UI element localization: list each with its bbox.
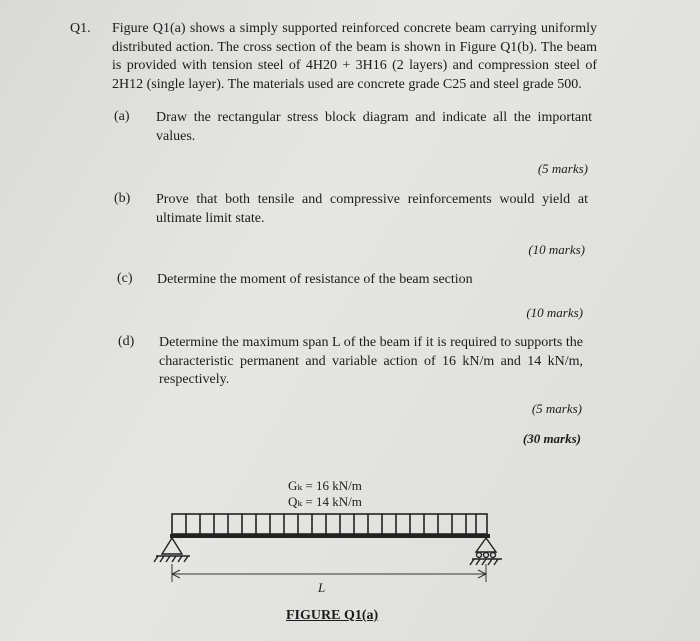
part-c-text: Determine the moment of resistance of the beam section — [157, 272, 473, 287]
total-marks: (30 marks) — [522, 431, 581, 446]
beam — [170, 534, 490, 538]
udl-load-blocks — [172, 514, 487, 534]
part-d-label: (d) — [118, 334, 135, 349]
pin-support-left — [154, 538, 190, 562]
part-b-marks: (10 marks) — [528, 242, 585, 257]
part-a-text: Draw the rectangular stress block diagram and indicate all the important values. — [156, 110, 592, 144]
roller-support-right — [470, 538, 502, 565]
part-d-marks: (5 marks) — [531, 401, 582, 416]
gk-load-label: Gₖ = 16 kN/m — [288, 478, 362, 493]
part-b-text: Prove that both tensile and compressive reinforcements would yield at ultimate limit state. — [156, 192, 588, 226]
part-a-label: (a) — [114, 109, 130, 124]
part-d-text: Determine the maximum span L of the beam if it is required to supports the characteristic permanent and variable action of 16 kN/m and 14 kN/m, respectively. — [159, 335, 583, 387]
part-a-marks: (5 marks) — [537, 161, 588, 176]
span-dimension-line — [172, 564, 486, 582]
question-number: Q1. — [70, 21, 91, 36]
question-intro: Figure Q1(a) shows a simply supported reinforced concrete beam carrying uniformly distributed action. The cross section of the beam is shown in Figure Q1(b). The beam is provided with tension steel of 4H20 + 3H16 (2 layers) and compression steel of 2H12 (single layer). The materials used are concrete grade C25 and steel grade 500. — [112, 21, 597, 92]
span-label: L — [318, 580, 326, 595]
qk-load-label: Qₖ = 14 kN/m — [288, 494, 362, 509]
part-c-marks: (10 marks) — [526, 305, 583, 320]
part-b-label: (b) — [114, 191, 131, 206]
figure-caption: FIGURE Q1(a) — [286, 608, 379, 623]
part-c-label: (c) — [117, 271, 133, 286]
